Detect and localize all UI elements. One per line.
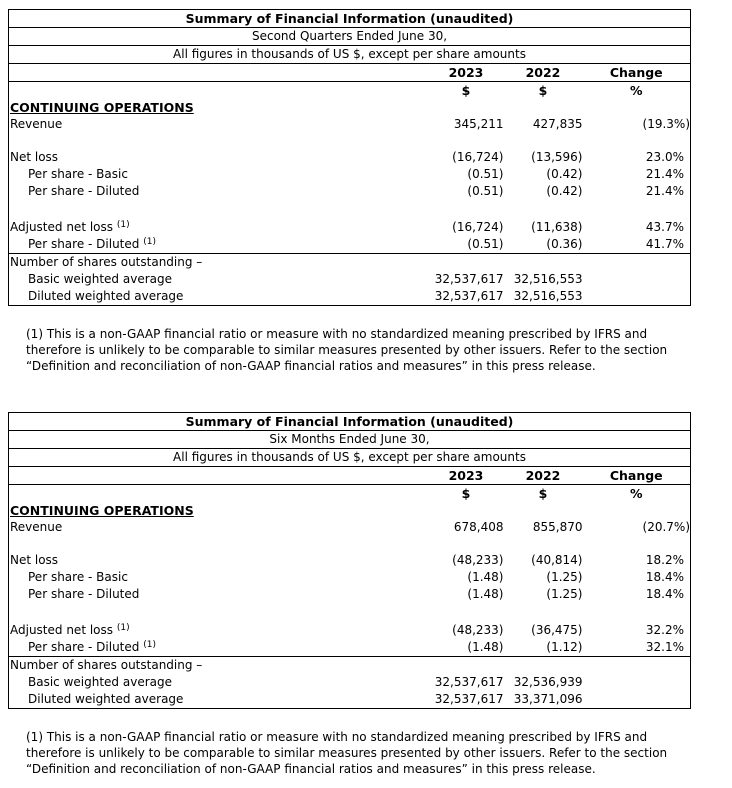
value-2022: 33,371,096 <box>504 691 583 709</box>
value-2023: (1.48) <box>467 640 504 654</box>
header-change: Change <box>583 467 691 485</box>
table-title: Summary of Financial Information (unaudited) <box>9 413 691 431</box>
unit-2022: $ <box>538 83 548 98</box>
header-2023: 2023 <box>429 64 504 82</box>
value-2023: (48,233) <box>452 553 504 567</box>
value-2022: 32,516,553 <box>504 288 583 306</box>
value-2023: (1.48) <box>467 570 504 584</box>
value-2023: (16,724) <box>452 220 504 234</box>
footnote-ref: (1) <box>116 623 130 633</box>
section-heading: CONTINUING OPERATIONS <box>9 502 583 519</box>
value-2023: 32,537,617 <box>429 691 504 709</box>
financial-summary-table-six-months <box>8 412 691 709</box>
header-blank <box>9 467 429 485</box>
table-row <box>9 519 691 536</box>
value-change: 18.4% <box>583 569 691 586</box>
value-2023: 32,537,617 <box>429 288 504 306</box>
value-2022: 32,516,553 <box>513 272 583 286</box>
unit-2023: $ <box>461 486 471 501</box>
value-change: (19.3%) <box>583 116 691 133</box>
footnote-six-months: (1) This is a non-GAAP financial ratio or measure with no standardized meaning prescribed by IFRS and therefore is unlikely to be comparable to similar measures presented by other issuers. Refer to the section “Definition and reconciliation of non-GAAP financial ratios and measures” in this press release. <box>26 730 668 776</box>
header-2022: 2022 <box>504 64 583 82</box>
unit-2023: $ <box>461 83 471 98</box>
value-2022: (1.25) <box>546 570 583 584</box>
row-label: Per share - Basic <box>9 166 429 183</box>
value-2022: 427,835 <box>532 117 583 131</box>
value-change: 23.0% <box>583 149 691 166</box>
value-2023: (16,724) <box>452 150 504 164</box>
value-2022: (0.42) <box>546 167 583 181</box>
table-title: Summary of Financial Information (unaudited) <box>9 10 691 28</box>
footnote-ref: (1) <box>143 237 156 247</box>
value-change: 18.4% <box>583 586 691 603</box>
value-change: (20.7%) <box>583 519 691 536</box>
table-row <box>9 639 691 657</box>
shares-heading-row <box>9 254 691 272</box>
value-2023: (0.51) <box>467 237 504 251</box>
value-change: 41.7% <box>583 236 691 254</box>
value-2023: 32,537,617 <box>434 272 504 286</box>
value-2022: 32,536,939 <box>513 675 583 689</box>
value-2023: 345,211 <box>453 117 504 131</box>
shares-heading: Number of shares outstanding – <box>9 657 583 675</box>
value-change: 32.2% <box>583 622 691 639</box>
financial-summary-table-q2 <box>8 9 691 306</box>
value-change: 32.1% <box>583 639 691 657</box>
value-2023: (0.51) <box>467 167 504 181</box>
row-label: Diluted weighted average <box>9 691 429 709</box>
row-label: Per share - Basic <box>9 569 429 586</box>
value-2023: (1.48) <box>467 587 504 601</box>
table-row <box>9 236 691 254</box>
value-2022: (1.25) <box>546 587 583 601</box>
table-row <box>9 674 691 691</box>
header-change: Change <box>583 64 691 82</box>
value-2023: 678,408 <box>453 520 504 534</box>
value-2022: (0.42) <box>546 184 583 198</box>
units-row <box>9 485 691 503</box>
table-row <box>9 586 691 603</box>
row-label: Basic weighted average <box>9 674 429 691</box>
row-label: Per share - Diluted <box>9 586 429 603</box>
value-change: 18.2% <box>583 552 691 569</box>
value-change: 21.4% <box>583 166 691 183</box>
header-2023: 2023 <box>429 467 504 485</box>
footnote-ref: (1) <box>116 220 130 230</box>
row-label: Diluted weighted average <box>9 288 429 306</box>
row-label: Net loss <box>9 552 429 569</box>
row-label: Revenue <box>9 519 429 536</box>
section-heading: CONTINUING OPERATIONS <box>9 99 583 116</box>
value-2022: (40,814) <box>531 553 583 567</box>
header-blank <box>9 64 429 82</box>
row-label: Per share - Diluted $^{(1)}$ <box>9 639 429 657</box>
table-row <box>9 552 691 569</box>
column-header-row <box>9 64 691 82</box>
table-row <box>9 271 691 288</box>
table-row <box>9 183 691 200</box>
column-header-row <box>9 467 691 485</box>
row-label: Adjusted net loss $^{(1)}$ <box>9 622 429 639</box>
footnote-q2: (1) This is a non-GAAP financial ratio or measure with no standardized meaning prescribed by IFRS and therefore is unlikely to be comparable to similar measures presented by other issuers. Refer to the section “Definition and reconciliation of non-GAAP financial ratios and measures” in this press release. <box>26 327 668 373</box>
value-2023: (0.51) <box>467 184 504 198</box>
value-change: 21.4% <box>583 183 691 200</box>
period-label: Six Months Ended June 30, <box>9 431 691 449</box>
row-label: Per share - Diluted $^{(1)}$ <box>9 236 429 254</box>
table-row <box>9 569 691 586</box>
section-heading-row <box>9 99 691 116</box>
period-label: Second Quarters Ended June 30, <box>9 28 691 46</box>
value-2022: (0.36) <box>546 237 583 251</box>
value-2022: (1.12) <box>546 640 583 654</box>
section-heading-row <box>9 502 691 519</box>
unit-change: % <box>583 485 691 503</box>
units-note: All figures in thousands of US $, except per share amounts <box>9 449 691 467</box>
table-row <box>9 288 691 306</box>
value-2022: (11,638) <box>531 220 583 234</box>
row-label: Adjusted net loss $^{(1)}$ <box>9 219 429 236</box>
shares-heading: Number of shares outstanding – <box>9 254 583 272</box>
row-label: Net loss <box>9 149 429 166</box>
table-row <box>9 219 691 236</box>
units-note: All figures in thousands of US $, except per share amounts <box>9 46 691 64</box>
row-label: Revenue <box>9 116 429 133</box>
value-2022: (36,475) <box>531 623 583 637</box>
row-label: Per share - Diluted <box>9 183 429 200</box>
table-row <box>9 149 691 166</box>
value-change: 43.7% <box>583 219 691 236</box>
shares-heading-row <box>9 657 691 675</box>
value-2023: (48,233) <box>452 623 504 637</box>
unit-change: % <box>583 82 691 100</box>
table-row <box>9 622 691 639</box>
row-label: Basic weighted average <box>9 271 429 288</box>
value-2022: 855,870 <box>532 520 583 534</box>
table-row <box>9 166 691 183</box>
footnote-ref: (1) <box>143 640 156 650</box>
units-row <box>9 82 691 100</box>
unit-2022: $ <box>538 486 548 501</box>
value-2022: (13,596) <box>531 150 583 164</box>
header-2022: 2022 <box>504 467 583 485</box>
table-row <box>9 691 691 709</box>
table-row <box>9 116 691 133</box>
value-2023: 32,537,617 <box>434 675 504 689</box>
